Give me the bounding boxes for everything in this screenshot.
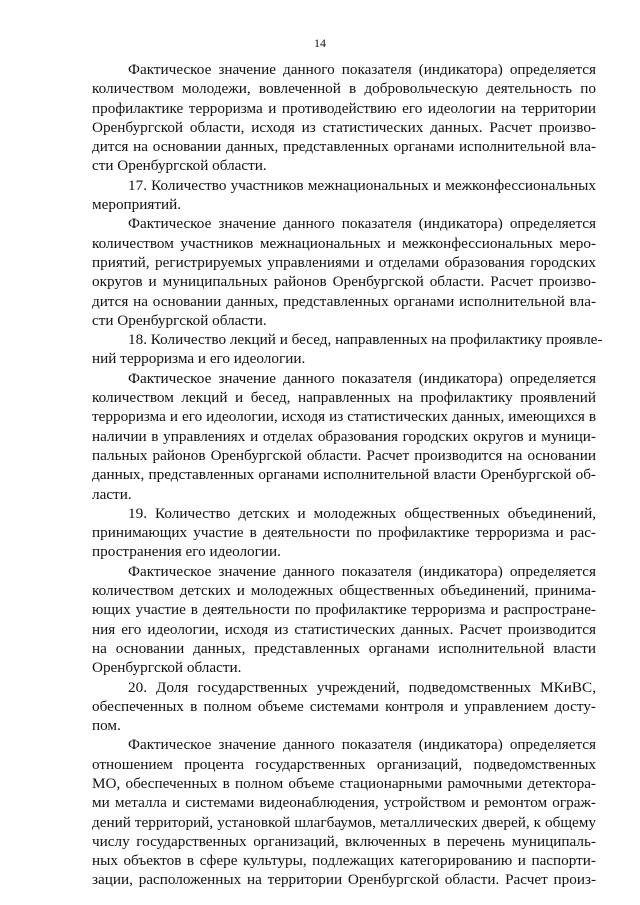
text-line: данных, представленных органами исполнительной власти Оренбургской об- bbox=[92, 466, 596, 484]
text-line: ния его идеологии, исходя из статистических данных. Расчет производится bbox=[92, 620, 596, 638]
text-line: мероприятий. bbox=[92, 196, 182, 214]
text-line: количеством лекций и бесед, направленных на профилактику проявлений bbox=[92, 389, 596, 407]
text-line: на основании данных, представленных органами исполнительной власти bbox=[92, 639, 596, 657]
text-line: 18. Количество лекций и бесед, направленных на профилактику проявле- bbox=[128, 331, 603, 349]
paragraph bbox=[92, 735, 596, 889]
text-line: приятий, регистрируемых управлениями и отделами образования городских bbox=[92, 253, 596, 271]
text-line: Фактическое значение данного показателя (индикатора) определяется bbox=[128, 61, 596, 78]
text-line: пространения его идеологии. bbox=[92, 543, 281, 561]
text-line: 19. Количество детских и молодежных общественных объединений, bbox=[128, 504, 596, 522]
paragraph bbox=[92, 369, 596, 504]
text-line: дений территорий, установкой шлагбаумов, металлических дверей, к общему bbox=[92, 813, 596, 831]
text-line: отношением процента государственных организаций, подведомственных bbox=[92, 755, 596, 773]
text-line: количеством участников межнациональных и межконфессиональных меро- bbox=[92, 234, 596, 252]
paragraph bbox=[92, 60, 596, 176]
text-line: округов и муниципальных районов Оренбургской области. Расчет произво- bbox=[92, 273, 596, 291]
text-line: МО, обеспеченных в полном объеме стационарными рамочными детектора- bbox=[92, 774, 596, 792]
text-line: Фактическое значение данного показателя (индикатора) определяется bbox=[128, 215, 596, 233]
paragraph bbox=[92, 562, 596, 678]
text-line: обеспеченных в полном объеме системами контроля и управлением досту- bbox=[92, 697, 596, 715]
text-line: Оренбургской области, исходя из статистических данных. Расчет произво- bbox=[92, 118, 596, 136]
text-line: Оренбургской области. bbox=[92, 659, 242, 677]
text-line: пальных районов Оренбургской области. Расчет производится на основании bbox=[92, 446, 596, 464]
text-line: количеством детских и молодежных общественных объединений, принима- bbox=[92, 582, 596, 600]
text-line: ний терроризма и его идеологии. bbox=[92, 350, 306, 368]
text-line: 17. Количество участников межнациональных и межконфессиональных bbox=[128, 176, 596, 194]
paragraph bbox=[92, 176, 596, 215]
text-line: количеством молодежи, вовлеченной в добровольческую деятельность по bbox=[92, 80, 596, 98]
document-body bbox=[92, 60, 603, 890]
text-line: дится на основании данных, представленных органами исполнительной вла- bbox=[92, 292, 596, 310]
text-line: сти Оренбургской области. bbox=[92, 311, 267, 329]
text-line: Фактическое значение данного показателя (индикатора) определяется bbox=[128, 736, 596, 754]
text-line: ми металла и системами видеонаблюдения, устройством и ремонтом ограж- bbox=[92, 794, 596, 812]
paragraph bbox=[92, 214, 596, 330]
text-line: Фактическое значение данного показателя (индикатора) определяется bbox=[128, 562, 596, 580]
text-line: ющих участие в деятельности по профилактике терроризма и распростране- bbox=[92, 601, 596, 619]
paragraph bbox=[92, 678, 596, 736]
text-line: числу государственных организаций, включенных в перечень муниципаль- bbox=[92, 832, 596, 850]
text-line: зации, расположенных на территории Оренбургской области. Расчет произ- bbox=[92, 871, 596, 889]
text-line: профилактике терроризма и противодействию его идеологии на территории bbox=[92, 99, 596, 117]
text-line: ных объектов в сфере культуры, подлежащих категорированию и паспорти- bbox=[92, 852, 596, 870]
paragraph bbox=[92, 504, 596, 562]
text-line: 20. Доля государственных учреждений, подведомственных МКиВС, bbox=[128, 678, 596, 696]
page-number: 14 bbox=[314, 36, 326, 50]
text-line: дится на основании данных, представленных органами исполнительной вла- bbox=[92, 138, 596, 156]
text-line: терроризма и его идеологии, исходя из статистических данных, имеющихся в bbox=[92, 408, 596, 426]
text-line: ласти. bbox=[92, 485, 132, 503]
text-line: принимающих участие в деятельности по профилактике терроризма и рас- bbox=[92, 524, 596, 542]
text-line: сти Оренбургской области. bbox=[92, 157, 267, 175]
text-line: наличии в управлениях и отделах образования городских округов и муници- bbox=[92, 427, 596, 445]
text-line: Фактическое значение данного показателя (индикатора) определяется bbox=[128, 369, 596, 387]
paragraph bbox=[92, 330, 603, 369]
text-line: пом. bbox=[92, 717, 121, 735]
